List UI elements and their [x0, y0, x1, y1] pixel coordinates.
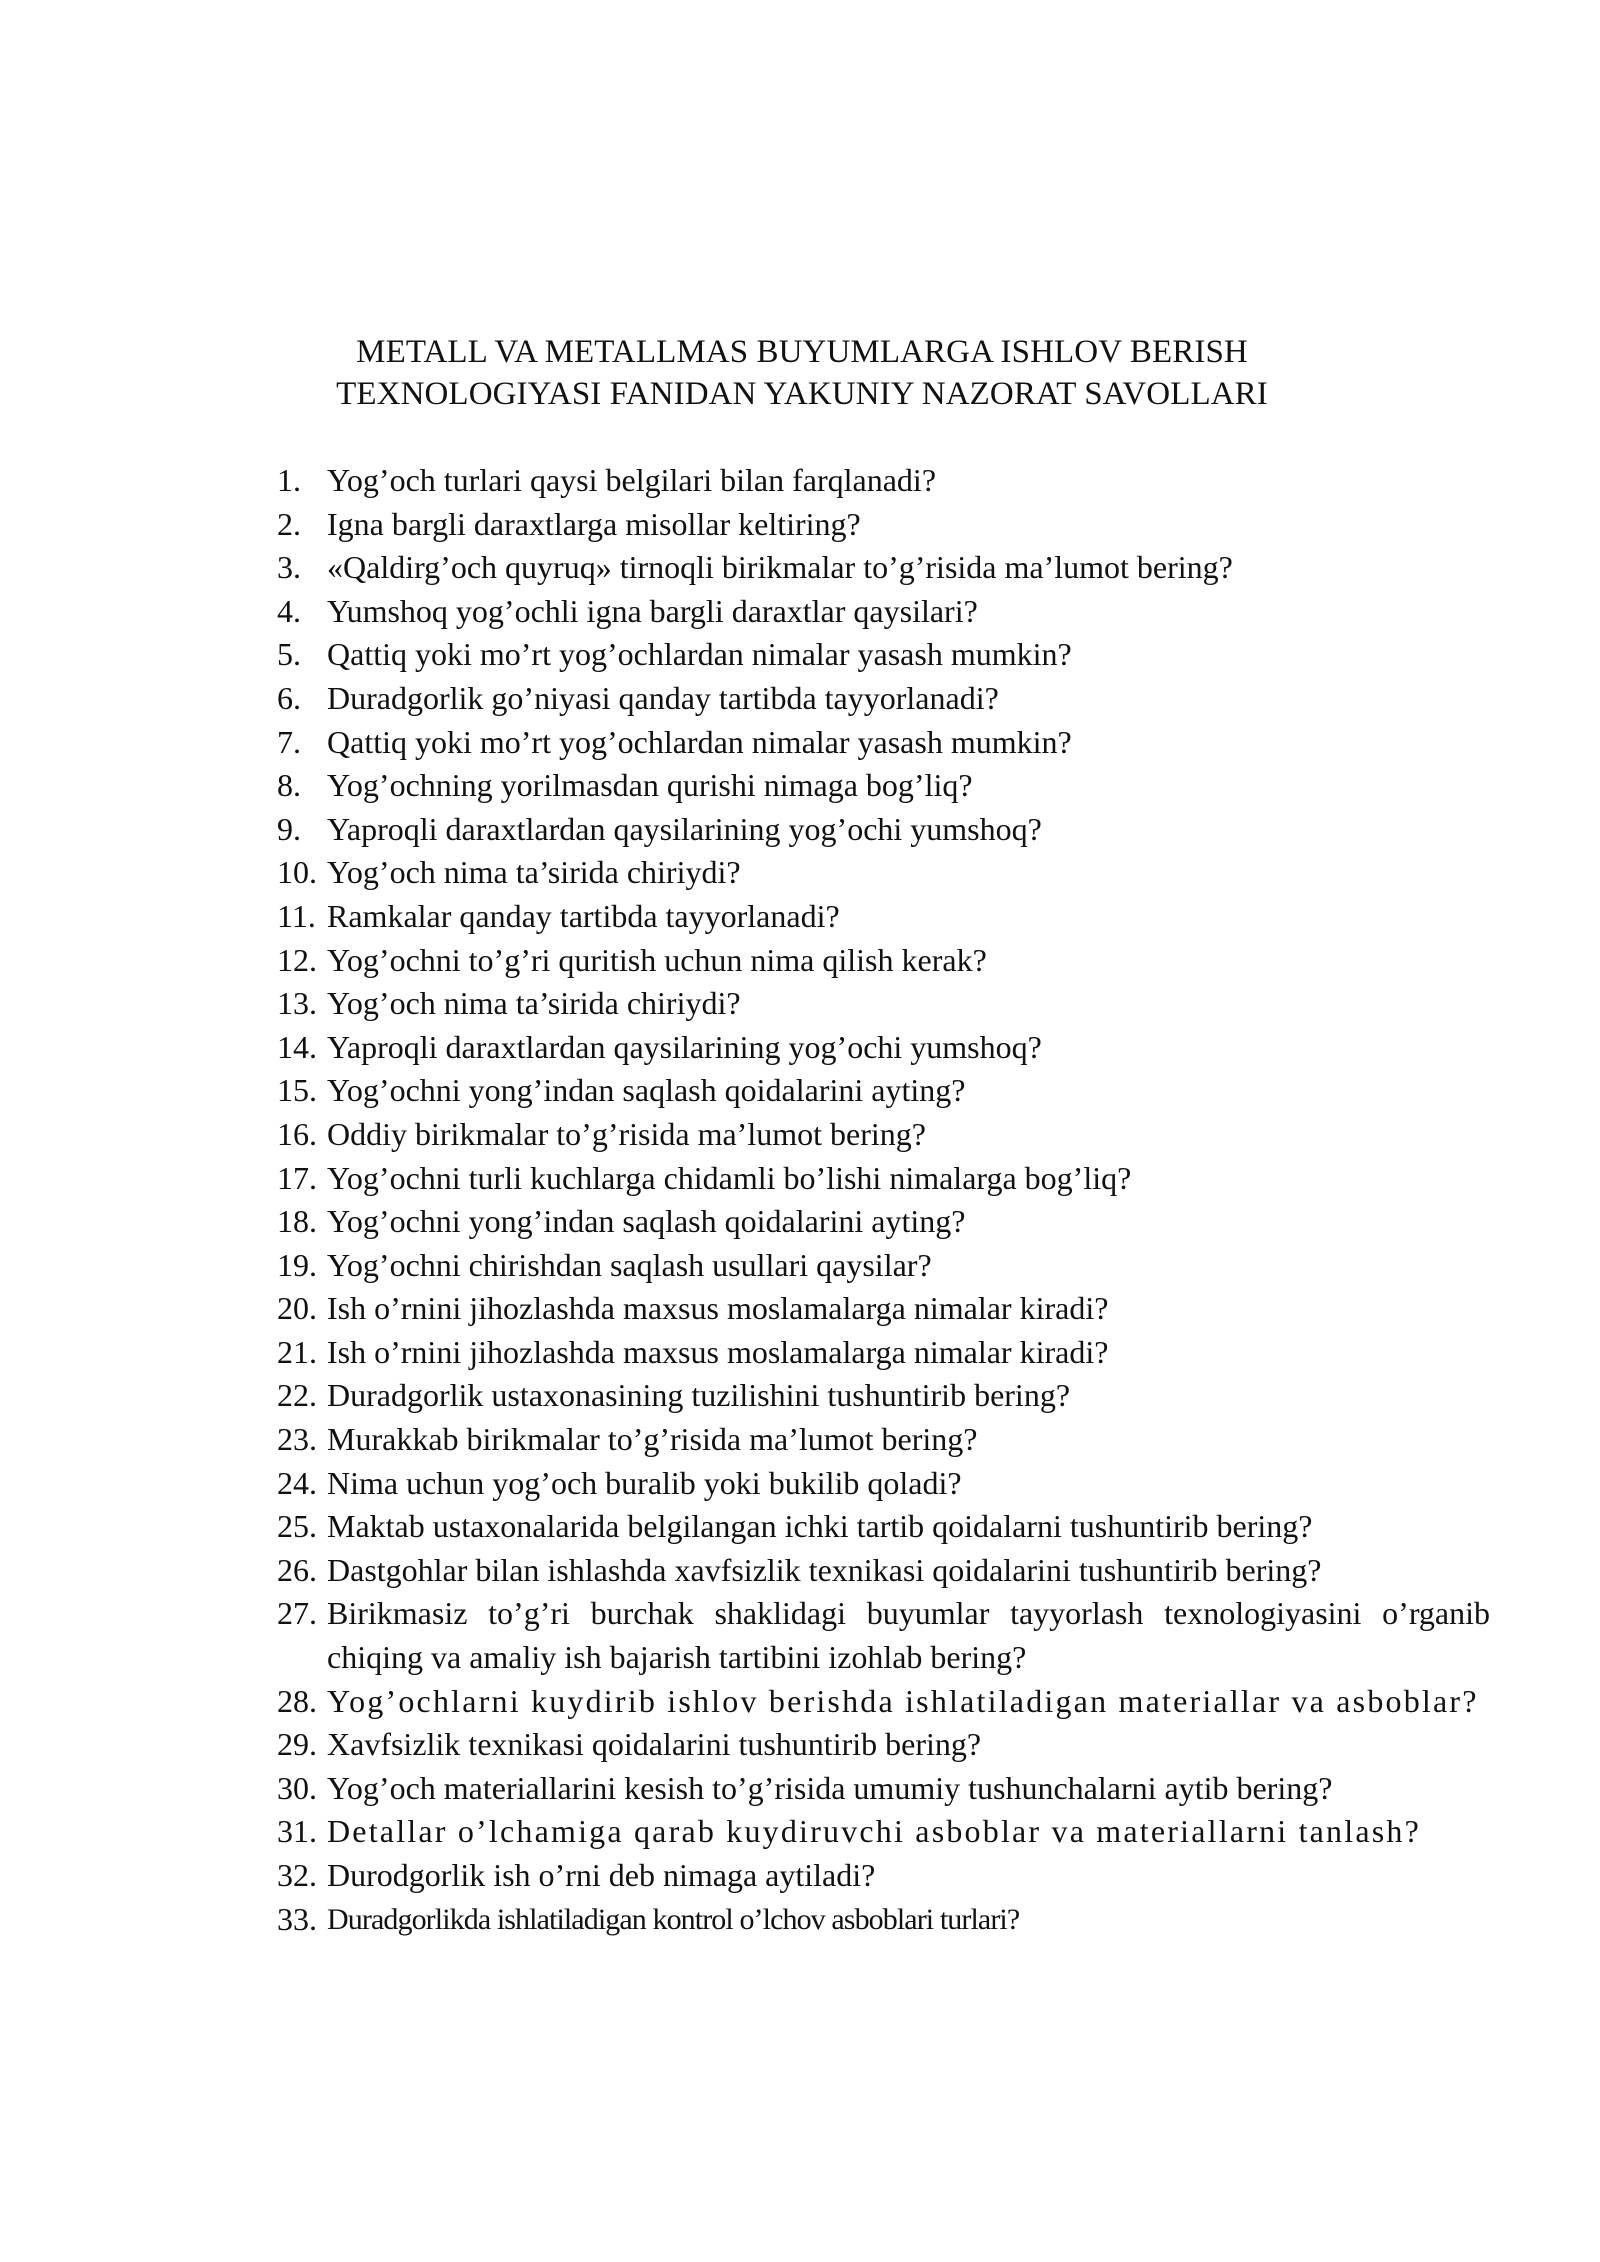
- question-number: 12.: [277, 941, 317, 978]
- question-text: Yog’ochni to’g’ri quritish uchun nima qilish kerak?: [327, 941, 987, 978]
- question-text: Yog’ochning yorilmasdan qurishi nimaga bog’liq?: [327, 767, 973, 804]
- question-number: 33.: [277, 1900, 317, 1937]
- question-number: 1.: [277, 462, 301, 498]
- question-item-23: [277, 1418, 1490, 1462]
- question-item-2: [277, 503, 1490, 547]
- question-number: 24.: [277, 1464, 317, 1501]
- question-number: 25.: [277, 1508, 317, 1545]
- question-number: 17.: [277, 1159, 317, 1196]
- question-text: Yaproqli daraxtlardan qaysilarining yog’ochi yumshoq?: [327, 1028, 1042, 1065]
- question-item-10: [277, 851, 1490, 895]
- question-text: Ish o’rnini jihozlashda maxsus moslamalarga nimalar kiradi?: [327, 1290, 1109, 1327]
- question-number: 18.: [277, 1203, 317, 1240]
- question-item-14: [277, 1026, 1490, 1070]
- question-item-11: [277, 895, 1490, 939]
- question-text: Ramkalar qanday tartibda tayyorlanadi?: [327, 897, 840, 934]
- question-item-1: [277, 459, 1490, 503]
- question-text: Yog’ochni yong’indan saqlash qoidalarini ayting?: [327, 1072, 966, 1109]
- question-item-30: [277, 1767, 1490, 1811]
- question-number: 14.: [277, 1028, 317, 1065]
- question-number: 2.: [277, 505, 301, 542]
- question-number: 28.: [277, 1682, 317, 1719]
- question-number: 8.: [277, 767, 301, 804]
- question-number: 7.: [277, 723, 301, 760]
- question-text: Nima uchun yog’och buralib yoki bukilib qoladi?: [327, 1464, 962, 1501]
- question-text: Duradgorlikda ishlatiladigan kontrol o’lchov asboblari turlari?: [327, 1902, 1020, 1936]
- question-item-32: [277, 1854, 1490, 1898]
- question-list: [277, 459, 1490, 1941]
- question-number: 32.: [277, 1857, 317, 1893]
- question-item-33: [277, 1898, 1490, 1942]
- question-text: Yog’och nima ta’sirida chiriydi?: [327, 854, 741, 891]
- question-item-18: [277, 1200, 1490, 1244]
- question-text: Yog’ochni yong’indan saqlash qoidalarini ayting?: [327, 1203, 966, 1240]
- question-text: Durodgorlik ish o’rni deb nimaga aytiladi?: [327, 1857, 876, 1893]
- question-text: Detallar o’lchamiga qarab kuydiruvchi asboblar va materiallarni tanlash?: [327, 1813, 1422, 1850]
- question-item-26: [277, 1549, 1490, 1593]
- question-text: Yog’och turlari qaysi belgilari bilan farqlanadi?: [327, 462, 937, 498]
- question-number: 30.: [277, 1769, 317, 1806]
- question-number: 27.: [277, 1595, 317, 1632]
- question-item-5: [277, 633, 1490, 677]
- document-title-line-1: METALL VA METALLMAS BUYUMLARGA ISHLOV BERISH: [356, 334, 1248, 370]
- question-text: Yog’och materiallarini kesish to’g’risida umumiy tushunchalarni aytib bering?: [327, 1769, 1333, 1806]
- question-item-15: [277, 1069, 1490, 1113]
- question-item-27: [277, 1592, 1490, 1679]
- question-item-8: [277, 764, 1490, 808]
- question-text: Igna bargli daraxtlarga misollar keltiring?: [327, 505, 861, 542]
- question-number: 19.: [277, 1246, 317, 1283]
- question-item-3: [277, 546, 1490, 590]
- question-number: 11.: [277, 897, 316, 934]
- question-number: 16.: [277, 1115, 317, 1152]
- question-item-12: [277, 939, 1490, 983]
- question-text: Yog’ochni turli kuchlarga chidamli bo’lishi nimalarga bog’liq?: [327, 1159, 1132, 1196]
- question-number: 10.: [277, 854, 317, 891]
- question-item-7: [277, 721, 1490, 765]
- question-number: 9.: [277, 810, 301, 847]
- question-item-13: [277, 982, 1490, 1026]
- question-item-4: [277, 590, 1490, 634]
- question-item-24: [277, 1462, 1490, 1506]
- question-item-22: [277, 1374, 1490, 1418]
- question-text: Murakkab birikmalar to’g’risida ma’lumot bering?: [327, 1421, 978, 1458]
- question-text: Xavfsizlik texnikasi qoidalarini tushuntirib bering?: [327, 1726, 982, 1763]
- question-text: Duradgorlik go’niyasi qanday tartibda tayyorlanadi?: [327, 679, 999, 716]
- question-text: Yog’ochlarni kuydirib ishlov berishda ishlatiladigan materiallar va asboblar?: [327, 1682, 1479, 1719]
- question-number: 20.: [277, 1290, 317, 1327]
- question-number: 5.: [277, 636, 301, 673]
- question-text: Birikmasiz to’g’ri burchak shaklidagi buyumlar tayyorlash texnologiyasini o’rganib chiqing va amaliy ish bajarish tartibini izohlab bering?: [327, 1595, 1490, 1676]
- question-text: Yaproqli daraxtlardan qaysilarining yog’ochi yumshoq?: [327, 810, 1042, 847]
- question-text: «Qaldirg’och quyruq» tirnoqli birikmalar to’g’risida ma’lumot bering?: [327, 549, 1233, 586]
- question-number: 3.: [277, 549, 301, 586]
- question-text: Qattiq yoki mo’rt yog’ochlardan nimalar yasash mumkin?: [327, 723, 1072, 760]
- question-number: 4.: [277, 592, 301, 629]
- question-item-31: [277, 1810, 1490, 1854]
- document-title-line-2: TEXNOLOGIYASI FANIDAN YAKUNIY NAZORAT SAVOLLARI: [336, 376, 1268, 412]
- question-item-28: [277, 1680, 1490, 1724]
- question-text: Ish o’rnini jihozlashda maxsus moslamalarga nimalar kiradi?: [327, 1333, 1109, 1370]
- question-number: 23.: [277, 1421, 317, 1458]
- question-item-6: [277, 677, 1490, 721]
- question-item-25: [277, 1505, 1490, 1549]
- question-number: 22.: [277, 1377, 317, 1414]
- question-text: Yumshoq yog’ochli igna bargli daraxtlar qaysilari?: [327, 592, 978, 629]
- question-number: 13.: [277, 985, 317, 1022]
- question-number: 31.: [277, 1813, 317, 1850]
- question-item-19: [277, 1244, 1490, 1288]
- question-item-16: [277, 1113, 1490, 1157]
- question-text: Maktab ustaxonalarida belgilangan ichki tartib qoidalarni tushuntirib bering?: [327, 1508, 1313, 1545]
- question-item-9: [277, 808, 1490, 852]
- question-number: 29.: [277, 1726, 317, 1763]
- question-text: Qattiq yoki mo’rt yog’ochlardan nimalar yasash mumkin?: [327, 636, 1072, 673]
- question-text: Yog’ochni chirishdan saqlash usullari qaysilar?: [327, 1246, 932, 1283]
- question-item-29: [277, 1723, 1490, 1767]
- question-text: Duradgorlik ustaxonasining tuzilishini tushuntirib bering?: [327, 1377, 1071, 1414]
- question-text: Yog’och nima ta’sirida chiriydi?: [327, 985, 741, 1022]
- question-number: 21.: [277, 1333, 317, 1370]
- question-number: 26.: [277, 1551, 317, 1588]
- question-number: 6.: [277, 679, 301, 716]
- question-item-17: [277, 1157, 1490, 1201]
- question-item-21: [277, 1331, 1490, 1375]
- question-text: Dastgohlar bilan ishlashda xavfsizlik texnikasi qoidalarini tushuntirib bering?: [327, 1551, 1322, 1588]
- question-number: 15.: [277, 1072, 317, 1109]
- question-text: Oddiy birikmalar to’g’risida ma’lumot bering?: [327, 1115, 926, 1152]
- question-item-20: [277, 1287, 1490, 1331]
